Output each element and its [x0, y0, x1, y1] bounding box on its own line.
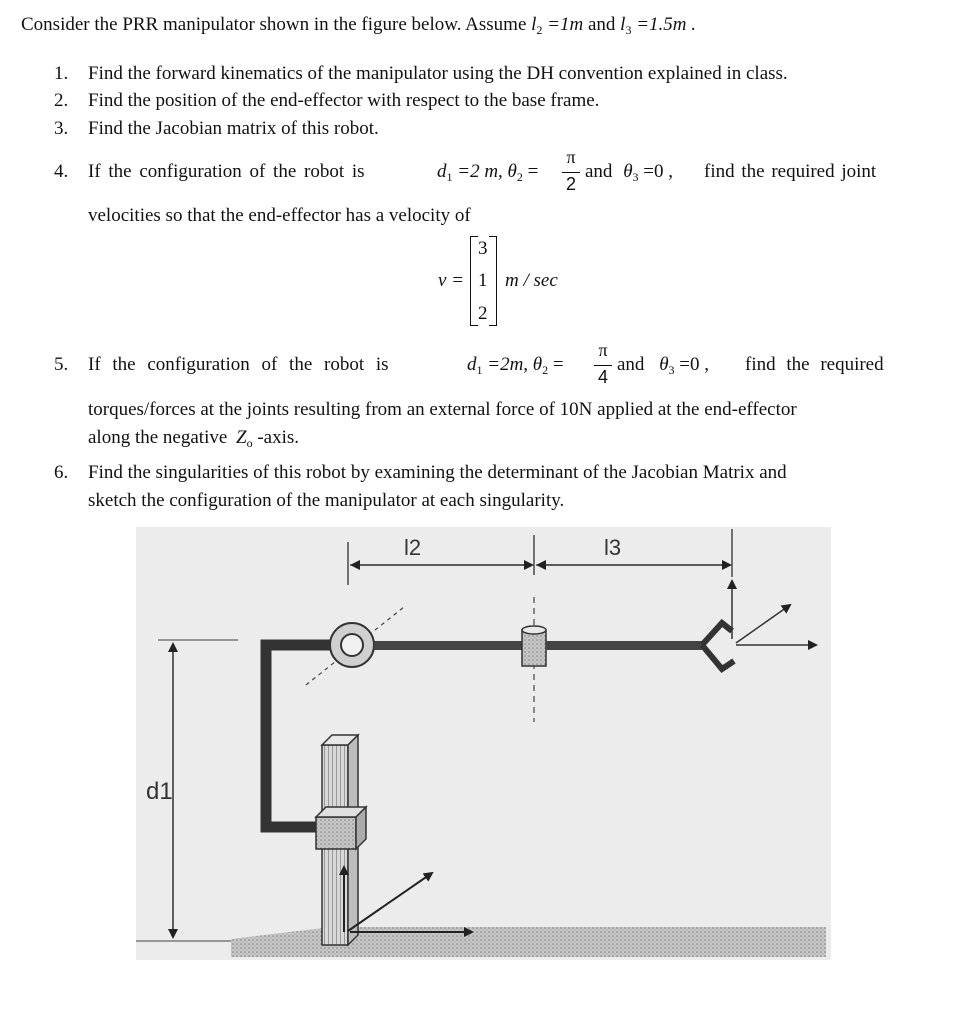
- q5-line3-b: -axis.: [257, 427, 300, 448]
- d1-label: d1: [146, 778, 173, 805]
- velocity-z: 2: [478, 303, 488, 324]
- velocity-label: v =: [438, 270, 465, 291]
- q4-d1: d: [437, 161, 447, 182]
- q2-text: Find the position of the end-effector with respect to the base frame.: [88, 90, 600, 111]
- q5-d1: d: [467, 354, 477, 375]
- matrix-left-bracket: [470, 236, 478, 326]
- q5-d1-sub: 1: [476, 363, 483, 377]
- q5-theta2: θ: [532, 354, 543, 375]
- l2-symbol: l: [531, 14, 537, 35]
- q5-den: 4: [597, 367, 608, 387]
- q5-number: 5.: [54, 354, 69, 375]
- q4-fraction-bar: [562, 172, 580, 173]
- l2-value: =1m: [547, 14, 584, 35]
- l3-subscript: 3: [625, 23, 632, 37]
- ground-base: [231, 927, 826, 957]
- q4-config-2: [585, 161, 673, 188]
- q5-theta3-val: =0 ,: [679, 354, 709, 375]
- q5-pi: π: [598, 340, 608, 360]
- q5-config: [467, 354, 564, 381]
- q1-number: 1.: [54, 63, 69, 84]
- q2-number: 2.: [54, 90, 69, 111]
- matrix-right-bracket: [489, 236, 497, 326]
- q6-line1: Find the singularities of this robot by examining the determinant of the Jacobian Matrix and: [88, 462, 787, 483]
- q5-line1-b: find the required: [745, 354, 884, 375]
- q4-config: [437, 161, 538, 188]
- q4-theta3-sub: 3: [632, 170, 639, 184]
- joint2-inner: [341, 634, 363, 656]
- q4-eq: =: [527, 161, 539, 182]
- q1-text: Find the forward kinematics of the manipulator using the DH convention explained in class.: [88, 63, 788, 84]
- q4-theta2: θ: [507, 161, 517, 182]
- q5-line2: torques/forces at the joints resulting from an external force of 10N applied at the end-effector: [88, 399, 797, 420]
- q4-line1-b: find the required joint: [704, 161, 877, 182]
- q4-d1-sub: 1: [446, 170, 453, 184]
- velocity-y: 1: [478, 270, 488, 291]
- z-axis-symbol: Z: [236, 427, 247, 448]
- l2-subscript: 2: [536, 23, 543, 37]
- velocity-unit: [505, 270, 558, 292]
- link-l2: [374, 641, 522, 650]
- joint3-cylinder: [522, 630, 546, 666]
- q6-line2: sketch the configuration of the manipulator at each singularity.: [88, 490, 565, 511]
- q5-line3-a: along the negative: [88, 427, 228, 448]
- q5-fraction-bar: [594, 365, 612, 366]
- slider-block: [316, 817, 356, 849]
- q4-and: and: [585, 161, 613, 182]
- q5-line3: [88, 427, 299, 454]
- q5-theta3: θ: [659, 354, 669, 375]
- q4-line2: velocities so that the end-effector has a velocity of: [88, 205, 471, 226]
- q4-theta2-sub: 2: [516, 170, 523, 184]
- velocity-x: 3: [478, 238, 488, 259]
- q4-number: 4.: [54, 161, 69, 182]
- intro-and: and: [587, 14, 616, 35]
- q5-eq: =: [552, 354, 564, 375]
- l3-value: =1.5m .: [636, 14, 696, 35]
- velocity-unit-text: m / sec: [505, 270, 558, 291]
- q4-pi: π: [566, 147, 576, 167]
- intro-line: [21, 14, 696, 41]
- z-axis-sub: o: [246, 436, 253, 450]
- q3-number: 3.: [54, 118, 69, 139]
- l2-label: l2: [404, 535, 422, 560]
- manipulator-figure: [136, 527, 831, 960]
- q4-theta3-val: =0 ,: [643, 161, 673, 182]
- q5-d1-val: =2m,: [487, 354, 529, 375]
- l3-symbol: l: [620, 14, 626, 35]
- intro-text: Consider the PRR manipulator shown in the figure below. Assume: [21, 14, 527, 35]
- q5-config-2: [617, 354, 709, 381]
- q5-theta3-sub: 3: [668, 363, 675, 377]
- q4-theta3: θ: [623, 161, 633, 182]
- q3-text: Find the Jacobian matrix of this robot.: [88, 118, 379, 139]
- q5-theta2-sub: 2: [542, 363, 549, 377]
- figure-background: [136, 527, 831, 960]
- q6-number: 6.: [54, 462, 69, 483]
- link-l3: [546, 641, 702, 650]
- q4-den: 2: [565, 174, 576, 194]
- q5-and: and: [617, 354, 645, 375]
- q4-d1-val: =2 m,: [457, 161, 503, 182]
- l3-label: l3: [604, 535, 622, 560]
- q5-line1-a: If the configuration of the robot is: [88, 354, 389, 375]
- q4-line1-a: If the configuration of the robot is: [88, 161, 365, 182]
